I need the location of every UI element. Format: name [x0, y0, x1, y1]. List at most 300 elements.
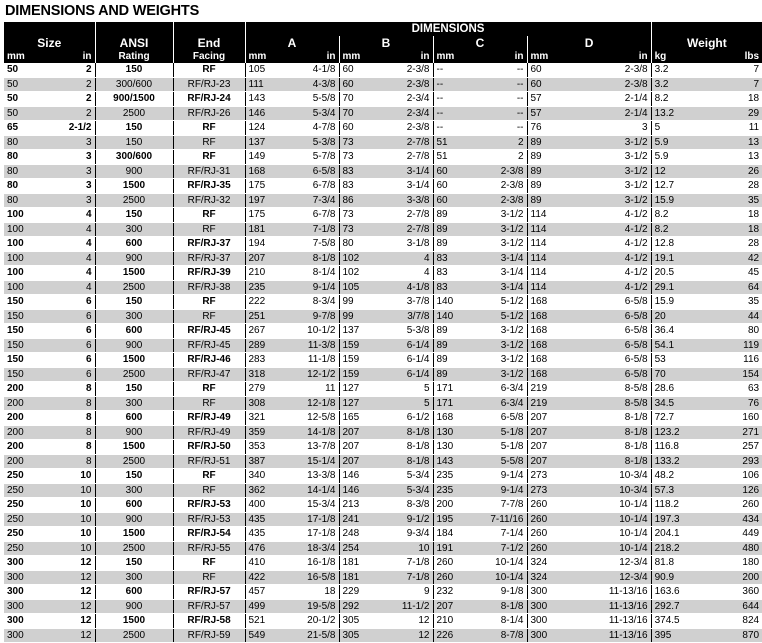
c-mm-cell: 168: [433, 411, 469, 426]
a-in-cell: 11-1/8: [281, 353, 339, 368]
header-blank-size: [4, 22, 95, 36]
c-mm-cell: 171: [433, 382, 469, 397]
a-mm-cell: 210: [245, 266, 281, 281]
table-row: [4, 266, 762, 281]
c-in-cell: --: [469, 77, 527, 92]
size-mm-cell: 100: [4, 208, 41, 223]
weight-lbs-cell: 480: [697, 541, 762, 556]
table-row: [4, 150, 762, 165]
b-in-cell: 7-1/8: [375, 556, 433, 571]
header-a-mm: mm: [245, 50, 281, 63]
d-mm-cell: 260: [527, 541, 563, 556]
ansi-rating-cell: 900/1500: [95, 92, 173, 107]
header-a: A: [245, 36, 339, 50]
end-facing-cell: RF/RJ-26: [173, 106, 245, 121]
d-in-cell: 12-3/4: [563, 556, 651, 571]
c-in-cell: 2-3/8: [469, 179, 527, 194]
c-in-cell: 8-1/8: [469, 599, 527, 614]
a-mm-cell: 457: [245, 585, 281, 600]
table-row: [4, 309, 762, 324]
header-d: D: [527, 36, 651, 50]
weight-kg-cell: 5.9: [651, 150, 697, 165]
d-mm-cell: 300: [527, 585, 563, 600]
b-mm-cell: 70: [339, 106, 375, 121]
a-in-cell: 19-5/8: [281, 599, 339, 614]
a-in-cell: 12-5/8: [281, 411, 339, 426]
b-in-cell: 4-1/8: [375, 280, 433, 295]
b-mm-cell: 146: [339, 483, 375, 498]
ansi-rating-cell: 300: [95, 396, 173, 411]
c-mm-cell: 260: [433, 556, 469, 571]
d-in-cell: 3-1/2: [563, 164, 651, 179]
ansi-rating-cell: 900: [95, 599, 173, 614]
d-mm-cell: 114: [527, 208, 563, 223]
table-row: [4, 135, 762, 150]
weight-kg-cell: 29.1: [651, 280, 697, 295]
table-row: [4, 193, 762, 208]
b-in-cell: 9-1/2: [375, 512, 433, 527]
d-mm-cell: 89: [527, 179, 563, 194]
d-mm-cell: 114: [527, 280, 563, 295]
table-row: [4, 164, 762, 179]
d-mm-cell: 168: [527, 338, 563, 353]
weight-lbs-cell: 106: [697, 469, 762, 484]
ansi-rating-cell: 1500: [95, 353, 173, 368]
table-row: [4, 614, 762, 629]
d-in-cell: 10-3/4: [563, 483, 651, 498]
ansi-rating-cell: 900: [95, 425, 173, 440]
b-in-cell: 2-7/8: [375, 208, 433, 223]
end-facing-cell: RF/RJ-39: [173, 266, 245, 281]
b-mm-cell: 73: [339, 222, 375, 237]
d-in-cell: 6-5/8: [563, 353, 651, 368]
a-in-cell: 4-7/8: [281, 121, 339, 136]
weight-lbs-cell: 644: [697, 599, 762, 614]
b-mm-cell: 83: [339, 164, 375, 179]
ansi-rating-cell: 300: [95, 570, 173, 585]
c-mm-cell: 60: [433, 179, 469, 194]
size-in-cell: 8: [41, 454, 95, 469]
c-mm-cell: 60: [433, 164, 469, 179]
ansi-rating-cell: 2500: [95, 541, 173, 556]
weight-kg-cell: 118.2: [651, 498, 697, 513]
end-facing-cell: RF: [173, 483, 245, 498]
size-in-cell: 10: [41, 483, 95, 498]
weight-kg-cell: 13.2: [651, 106, 697, 121]
c-mm-cell: 232: [433, 585, 469, 600]
weight-lbs-cell: 257: [697, 440, 762, 455]
header-b-in: in: [375, 50, 433, 63]
weight-lbs-cell: 126: [697, 483, 762, 498]
a-mm-cell: 143: [245, 92, 281, 107]
header-blank-ansi: [95, 22, 173, 36]
a-in-cell: 7-5/8: [281, 237, 339, 252]
weight-lbs-cell: 42: [697, 251, 762, 266]
d-mm-cell: 114: [527, 251, 563, 266]
a-in-cell: 18-3/4: [281, 541, 339, 556]
weight-kg-cell: 197.3: [651, 512, 697, 527]
header-ansi: ANSI: [95, 36, 173, 50]
weight-lbs-cell: 35: [697, 295, 762, 310]
a-in-cell: 15-1/4: [281, 454, 339, 469]
size-mm-cell: 150: [4, 324, 41, 339]
end-facing-cell: RF: [173, 570, 245, 585]
size-in-cell: 4: [41, 208, 95, 223]
c-mm-cell: 51: [433, 150, 469, 165]
b-mm-cell: 248: [339, 527, 375, 542]
b-in-cell: 8-1/8: [375, 425, 433, 440]
size-in-cell: 3: [41, 164, 95, 179]
d-mm-cell: 114: [527, 237, 563, 252]
a-mm-cell: 124: [245, 121, 281, 136]
weight-lbs-cell: 260: [697, 498, 762, 513]
a-mm-cell: 289: [245, 338, 281, 353]
table-row: [4, 208, 762, 223]
weight-kg-cell: 8.2: [651, 92, 697, 107]
weight-kg-cell: 133.2: [651, 454, 697, 469]
b-in-cell: 3-3/8: [375, 193, 433, 208]
a-mm-cell: 181: [245, 222, 281, 237]
a-mm-cell: 435: [245, 527, 281, 542]
end-facing-cell: RF: [173, 135, 245, 150]
ansi-rating-cell: 1500: [95, 440, 173, 455]
a-mm-cell: 175: [245, 179, 281, 194]
d-mm-cell: 57: [527, 92, 563, 107]
b-mm-cell: 241: [339, 512, 375, 527]
b-in-cell: 2-7/8: [375, 150, 433, 165]
size-mm-cell: 200: [4, 440, 41, 455]
size-mm-cell: 150: [4, 367, 41, 382]
a-in-cell: 20-1/2: [281, 614, 339, 629]
header-dimensions: DIMENSIONS: [245, 22, 651, 36]
ansi-rating-cell: 150: [95, 295, 173, 310]
a-mm-cell: 168: [245, 164, 281, 179]
c-mm-cell: 83: [433, 266, 469, 281]
c-in-cell: 2: [469, 150, 527, 165]
d-in-cell: 3-1/2: [563, 193, 651, 208]
d-in-cell: 6-5/8: [563, 324, 651, 339]
weight-kg-cell: 36.4: [651, 324, 697, 339]
ansi-rating-cell: 900: [95, 338, 173, 353]
d-in-cell: 8-1/8: [563, 425, 651, 440]
a-mm-cell: 359: [245, 425, 281, 440]
size-in-cell: 2: [41, 63, 95, 77]
table-row: [4, 280, 762, 295]
ansi-rating-cell: 150: [95, 135, 173, 150]
b-mm-cell: 146: [339, 469, 375, 484]
header-b: B: [339, 36, 433, 50]
d-in-cell: 10-1/4: [563, 527, 651, 542]
size-in-cell: 4: [41, 266, 95, 281]
c-in-cell: 6-5/8: [469, 411, 527, 426]
a-in-cell: 16-1/8: [281, 556, 339, 571]
table-row: [4, 353, 762, 368]
ansi-rating-cell: 150: [95, 63, 173, 77]
d-in-cell: 3-1/2: [563, 179, 651, 194]
end-facing-cell: RF/RJ-53: [173, 498, 245, 513]
size-in-cell: 2: [41, 77, 95, 92]
c-in-cell: 9-1/4: [469, 469, 527, 484]
b-mm-cell: 80: [339, 237, 375, 252]
table-row: [4, 63, 762, 77]
c-mm-cell: 171: [433, 396, 469, 411]
header-blank-end: [173, 22, 245, 36]
d-mm-cell: 114: [527, 222, 563, 237]
c-mm-cell: 143: [433, 454, 469, 469]
size-mm-cell: 200: [4, 411, 41, 426]
a-mm-cell: 207: [245, 251, 281, 266]
ansi-rating-cell: 900: [95, 251, 173, 266]
c-in-cell: 3-1/2: [469, 237, 527, 252]
a-mm-cell: 435: [245, 512, 281, 527]
a-in-cell: 18: [281, 585, 339, 600]
b-mm-cell: 99: [339, 295, 375, 310]
d-in-cell: 4-1/2: [563, 222, 651, 237]
header-c-in: in: [469, 50, 527, 63]
a-mm-cell: 362: [245, 483, 281, 498]
end-facing-cell: RF/RJ-32: [173, 193, 245, 208]
a-in-cell: 5-3/8: [281, 135, 339, 150]
header-d-in: in: [563, 50, 651, 63]
a-mm-cell: 410: [245, 556, 281, 571]
size-mm-cell: 80: [4, 150, 41, 165]
ansi-rating-cell: 300: [95, 483, 173, 498]
end-facing-cell: RF: [173, 222, 245, 237]
b-in-cell: 2-3/4: [375, 92, 433, 107]
a-in-cell: 9-1/4: [281, 280, 339, 295]
size-in-cell: 4: [41, 237, 95, 252]
end-facing-cell: RF: [173, 208, 245, 223]
d-in-cell: 10-1/4: [563, 498, 651, 513]
b-in-cell: 6-1/4: [375, 353, 433, 368]
d-mm-cell: 273: [527, 483, 563, 498]
ansi-rating-cell: 300: [95, 222, 173, 237]
header-size-mm: mm: [4, 50, 41, 63]
d-mm-cell: 168: [527, 324, 563, 339]
size-mm-cell: 150: [4, 309, 41, 324]
weight-lbs-cell: 7: [697, 63, 762, 77]
d-mm-cell: 300: [527, 599, 563, 614]
c-in-cell: 7-11/16: [469, 512, 527, 527]
weight-lbs-cell: 13: [697, 150, 762, 165]
end-facing-cell: RF: [173, 396, 245, 411]
end-facing-cell: RF/RJ-54: [173, 527, 245, 542]
end-facing-cell: RF/RJ-51: [173, 454, 245, 469]
end-facing-cell: RF: [173, 150, 245, 165]
d-in-cell: 6-5/8: [563, 338, 651, 353]
a-in-cell: 16-5/8: [281, 570, 339, 585]
size-in-cell: 3: [41, 150, 95, 165]
c-mm-cell: 184: [433, 527, 469, 542]
a-mm-cell: 387: [245, 454, 281, 469]
header-b-mm: mm: [339, 50, 375, 63]
b-in-cell: 9: [375, 585, 433, 600]
end-facing-cell: RF/RJ-58: [173, 614, 245, 629]
size-mm-cell: 150: [4, 338, 41, 353]
end-facing-cell: RF/RJ-53: [173, 512, 245, 527]
d-mm-cell: 207: [527, 425, 563, 440]
b-mm-cell: 229: [339, 585, 375, 600]
ansi-rating-cell: 1500: [95, 179, 173, 194]
c-in-cell: 2: [469, 135, 527, 150]
ansi-rating-cell: 600: [95, 237, 173, 252]
c-in-cell: 3-1/2: [469, 208, 527, 223]
a-mm-cell: 235: [245, 280, 281, 295]
d-mm-cell: 168: [527, 353, 563, 368]
c-in-cell: 5-5/8: [469, 454, 527, 469]
table-row: [4, 570, 762, 585]
size-mm-cell: 250: [4, 483, 41, 498]
weight-kg-cell: 81.8: [651, 556, 697, 571]
table-row: [4, 251, 762, 266]
size-in-cell: 12: [41, 614, 95, 629]
d-mm-cell: 207: [527, 440, 563, 455]
b-mm-cell: 60: [339, 63, 375, 77]
c-in-cell: 10-1/4: [469, 556, 527, 571]
c-in-cell: 9-1/8: [469, 585, 527, 600]
c-in-cell: 6-3/4: [469, 382, 527, 397]
weight-kg-cell: 218.2: [651, 541, 697, 556]
size-mm-cell: 50: [4, 92, 41, 107]
weight-kg-cell: 34.5: [651, 396, 697, 411]
end-facing-cell: RF/RJ-37: [173, 251, 245, 266]
b-mm-cell: 73: [339, 208, 375, 223]
ansi-rating-cell: 300: [95, 309, 173, 324]
end-facing-cell: RF: [173, 556, 245, 571]
b-in-cell: 5-3/4: [375, 483, 433, 498]
end-facing-cell: RF: [173, 121, 245, 136]
end-facing-cell: RF/RJ-55: [173, 541, 245, 556]
a-in-cell: 8-1/8: [281, 251, 339, 266]
ansi-rating-cell: 2500: [95, 454, 173, 469]
table-row: [4, 585, 762, 600]
d-in-cell: 10-3/4: [563, 469, 651, 484]
end-facing-cell: RF/RJ-50: [173, 440, 245, 455]
size-mm-cell: 200: [4, 396, 41, 411]
weight-lbs-cell: 18: [697, 222, 762, 237]
page-title: DIMENSIONS AND WEIGHTS: [5, 3, 200, 19]
size-in-cell: 3: [41, 179, 95, 194]
a-mm-cell: 197: [245, 193, 281, 208]
a-in-cell: 11: [281, 382, 339, 397]
size-in-cell: 3: [41, 193, 95, 208]
size-in-cell: 6: [41, 309, 95, 324]
size-mm-cell: 300: [4, 599, 41, 614]
size-in-cell: 12: [41, 585, 95, 600]
header-c: C: [433, 36, 527, 50]
b-in-cell: 6-1/2: [375, 411, 433, 426]
weight-kg-cell: 123.2: [651, 425, 697, 440]
a-mm-cell: 353: [245, 440, 281, 455]
ansi-rating-cell: 150: [95, 556, 173, 571]
weight-lbs-cell: 180: [697, 556, 762, 571]
ansi-rating-cell: 600: [95, 585, 173, 600]
weight-kg-cell: 20.5: [651, 266, 697, 281]
c-in-cell: 3-1/2: [469, 353, 527, 368]
c-mm-cell: 130: [433, 425, 469, 440]
weight-kg-cell: 90.9: [651, 570, 697, 585]
size-in-cell: 10: [41, 512, 95, 527]
end-facing-cell: RF/RJ-31: [173, 164, 245, 179]
b-mm-cell: 159: [339, 353, 375, 368]
b-mm-cell: 213: [339, 498, 375, 513]
b-mm-cell: 86: [339, 193, 375, 208]
d-mm-cell: 207: [527, 411, 563, 426]
weight-lbs-cell: 13: [697, 135, 762, 150]
end-facing-cell: RF/RJ-47: [173, 367, 245, 382]
d-in-cell: 3-1/2: [563, 150, 651, 165]
size-in-cell: 10: [41, 541, 95, 556]
weight-kg-cell: 8.2: [651, 208, 697, 223]
c-in-cell: 2-3/8: [469, 164, 527, 179]
c-in-cell: --: [469, 106, 527, 121]
a-in-cell: 11-3/8: [281, 338, 339, 353]
header-size-in: in: [41, 50, 95, 63]
c-in-cell: 3-1/2: [469, 367, 527, 382]
weight-kg-cell: 20: [651, 309, 697, 324]
weight-kg-cell: 5.9: [651, 135, 697, 150]
size-in-cell: 2-1/2: [41, 121, 95, 136]
d-mm-cell: 89: [527, 164, 563, 179]
weight-kg-cell: 72.7: [651, 411, 697, 426]
b-mm-cell: 99: [339, 309, 375, 324]
d-in-cell: 11-13/16: [563, 599, 651, 614]
b-mm-cell: 127: [339, 396, 375, 411]
b-in-cell: 3-7/8: [375, 295, 433, 310]
d-mm-cell: 324: [527, 570, 563, 585]
size-in-cell: 3: [41, 135, 95, 150]
weight-lbs-cell: 449: [697, 527, 762, 542]
a-mm-cell: 340: [245, 469, 281, 484]
c-mm-cell: 60: [433, 193, 469, 208]
d-in-cell: 4-1/2: [563, 251, 651, 266]
size-mm-cell: 300: [4, 570, 41, 585]
size-mm-cell: 300: [4, 556, 41, 571]
size-mm-cell: 300: [4, 614, 41, 629]
table-row: [4, 411, 762, 426]
table-row: [4, 483, 762, 498]
size-mm-cell: 300: [4, 585, 41, 600]
weight-lbs-cell: 28: [697, 237, 762, 252]
b-in-cell: 2-3/8: [375, 63, 433, 77]
c-mm-cell: 89: [433, 237, 469, 252]
c-in-cell: 5-1/2: [469, 295, 527, 310]
weight-lbs-cell: 80: [697, 324, 762, 339]
c-in-cell: 5-1/2: [469, 309, 527, 324]
a-mm-cell: 549: [245, 628, 281, 643]
ansi-rating-cell: 2500: [95, 280, 173, 295]
c-in-cell: 10-1/4: [469, 570, 527, 585]
d-in-cell: 2-1/4: [563, 92, 651, 107]
a-in-cell: 4-3/8: [281, 77, 339, 92]
header-blank-weight: [651, 22, 762, 36]
d-mm-cell: 260: [527, 512, 563, 527]
d-in-cell: 3-1/2: [563, 135, 651, 150]
size-mm-cell: 50: [4, 106, 41, 121]
c-mm-cell: 260: [433, 570, 469, 585]
table-row: [4, 367, 762, 382]
end-facing-cell: RF/RJ-37: [173, 237, 245, 252]
size-in-cell: 4: [41, 251, 95, 266]
c-mm-cell: 89: [433, 324, 469, 339]
a-in-cell: 7-1/8: [281, 222, 339, 237]
b-in-cell: 12: [375, 628, 433, 643]
d-in-cell: 4-1/2: [563, 280, 651, 295]
c-mm-cell: 89: [433, 338, 469, 353]
a-in-cell: 13-3/8: [281, 469, 339, 484]
c-mm-cell: 89: [433, 367, 469, 382]
b-in-cell: 5: [375, 396, 433, 411]
